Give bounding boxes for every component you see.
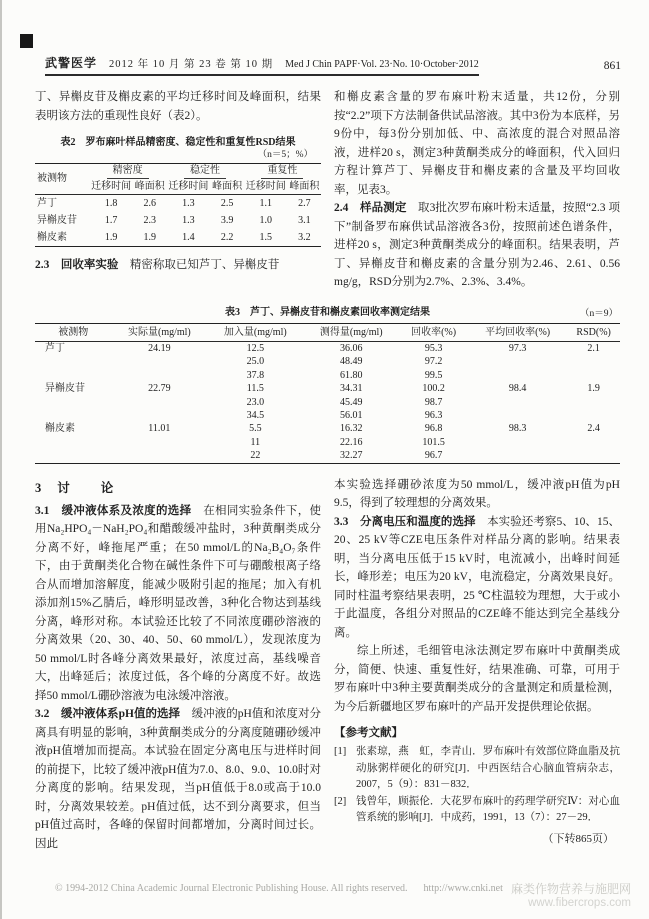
table-cell: 1.9 [104, 232, 118, 243]
table-row [35, 409, 620, 422]
table-cell: 1.5 [259, 232, 272, 243]
table2-subheader: 峰面积 [134, 181, 165, 192]
page-content [35, 88, 620, 853]
table-cell: 1.9 [587, 383, 600, 395]
table-cell: 16.32 [340, 423, 363, 435]
table-cell: 11.01 [148, 423, 171, 435]
table-row [35, 195, 321, 213]
bottom-left-column [35, 476, 321, 854]
continued-on-page-note: （下转865页） [542, 832, 614, 845]
table3-col-header: 平均回收率(%) [468, 324, 567, 342]
table-cell: 1.4 [182, 232, 195, 243]
table-cell: 96.7 [424, 450, 443, 462]
table-cell: 34.5 [246, 410, 265, 422]
table-cell: 37.8 [246, 369, 265, 381]
table-cell: 芦丁 [37, 198, 57, 209]
table-cell: 2.5 [220, 198, 234, 209]
scan-edge-artifact [0, 0, 2, 919]
table-cell: 101.5 [422, 436, 445, 448]
table-cell: 22.79 [148, 383, 171, 395]
journal-title-cn: 武警医学 [45, 56, 98, 70]
table3-body [35, 342, 620, 464]
table-cell: 23.0 [246, 396, 265, 408]
table-cell: 1.7 [104, 215, 118, 226]
paragraph-recovery-procedure: 和槲皮素含量的罗布麻叶粉末适量，共12份，分别按“2.2”项下方法制备供试品溶液。其中3份为本底样，另9份中，每3份分别加低、中、高浓度的混合对照品溶液，进样20 s，测定3种黄酮类成分的峰面积，代入回归方程计算芦丁、异槲皮苷和槲皮素的含量及平均回收率，见表3。 [334, 91, 620, 196]
table3-caption-block [35, 306, 620, 320]
reference-item-2 [334, 794, 620, 827]
table-cell [567, 436, 620, 449]
table-cell: 45.49 [340, 396, 363, 408]
table2-body [35, 195, 321, 247]
reference-text: 张素琼，燕 虹，李青山．罗布麻叶有效部位降血脂及抗动脉粥样硬化的研究[J]．中西医结合心脑血管病杂志，2007，5（9）：831－832． [356, 746, 620, 791]
table2-stub-header: 被测物 [37, 173, 67, 184]
table-cell: 32.27 [340, 450, 363, 462]
table3-col-header: 测得量(mg/ml) [303, 324, 399, 342]
section-2-4-heading: 2.4 样品测定 [334, 202, 407, 214]
section-2-3-heading: 2.3 回收率实验 [35, 259, 119, 271]
copyright-text: © 1994-2012 China Academic Journal Electronic Publishing House. All rights reserved. [55, 883, 408, 894]
table-cell: 异槲皮苷 [37, 215, 77, 226]
discussion-heading-number: 3 [35, 480, 44, 495]
table-cell: 36.06 [340, 343, 363, 354]
table-cell [111, 396, 207, 409]
table3-col-header: RSD(%) [567, 324, 620, 342]
table-cell: 3.9 [220, 215, 234, 226]
table-cell: 99.5 [424, 369, 443, 381]
table-row [35, 229, 321, 247]
section-3-3-voltage-temperature [334, 513, 620, 643]
table3-header-row [35, 324, 620, 342]
table-cell [468, 396, 567, 409]
table-row [35, 436, 620, 449]
section-3-3-heading: 3.3 分离电压和温度的选择 [334, 515, 476, 528]
watermark-site-url: www.fibercrops.com [528, 897, 631, 909]
section-3-1-heading: 3.1 缓冲液体系及浓度的选择 [35, 504, 192, 517]
table-cell: 22.16 [340, 436, 363, 448]
bottom-columns [35, 476, 620, 854]
table-cell [111, 449, 207, 463]
table-cell [468, 449, 567, 463]
cnki-url: http://www.cnki.net [423, 883, 503, 894]
table-cell: 48.49 [340, 356, 363, 368]
table-cell: 1.3 [182, 215, 195, 226]
section-3-2-ph-selection [35, 705, 321, 853]
table3-sample-note: （n＝9） [579, 309, 618, 319]
table-cell: 2.4 [587, 423, 600, 435]
table-cell: 22 [250, 450, 261, 462]
table-row [35, 422, 620, 435]
table2-subheader: 迁移时间 [245, 181, 286, 192]
table-cell: 61.80 [340, 369, 363, 381]
discussion-heading-title: 讨 论 [57, 480, 116, 495]
table2-subheader: 峰面积 [212, 181, 243, 192]
paragraph-reproducibility: 丁、异槲皮苷及槲皮素的平均迁移时间及峰面积，结果表明该方法的重现性良好（表2）。 [35, 91, 321, 122]
table-cell [111, 369, 207, 382]
table-cell: 5.5 [249, 423, 262, 435]
table2-header [35, 164, 321, 195]
table-cell: 25.0 [246, 356, 265, 368]
table-cell: 1.0 [259, 215, 272, 226]
table-row [35, 369, 620, 382]
reference-item-1 [334, 744, 620, 794]
table2-group-label: 重复性 [261, 165, 303, 179]
table-cell: 97.3 [508, 343, 527, 354]
table2-subheader: 峰面积 [289, 181, 320, 192]
site-watermark [511, 882, 631, 910]
table-cell: 100.2 [422, 383, 445, 395]
table-cell: 98.4 [508, 383, 527, 395]
section-3-2-text: 缓冲液的pH值和浓度对分离具有明显的影响，3种黄酮类成分的分离度随硼砂缓冲液pH值增加而提高。本试验在固定分离电压与进样时间的前提下，比较了缓冲液pH值为7.0、8.0、9.0、10.0时对分离度的影响。结果发现，当pH值低于8.0或高于10.0时，分离效果较差。pH值过低，达不到分离要求，但当pH值过高时，各峰的保留时间都增加，分离时间过长。因此 [35, 708, 321, 850]
table-row [35, 382, 620, 395]
top-right-column [334, 88, 620, 298]
table-cell: 98.7 [424, 396, 443, 408]
top-left-column [35, 88, 321, 298]
table-cell [35, 449, 111, 463]
table-cell [567, 409, 620, 422]
table3-col-header: 被测物 [35, 324, 111, 342]
table2-group-row [35, 164, 321, 181]
table-cell: 1.9 [143, 232, 156, 243]
table-cell: 12.5 [246, 343, 265, 354]
table-cell: 芦丁 [45, 343, 65, 354]
paragraph-summary: 综上所述，毛细管电泳法测定罗布麻叶中黄酮类成分，简便、快速、重复性好，结果准确、可靠，可用于罗布麻叶中3种主要黄酮类成分的含量测定和质量检测，为今后新疆地区罗布麻叶的产品开发提供理论依据。 [334, 645, 620, 713]
bottom-right-column [334, 476, 620, 854]
table3-header [35, 324, 620, 342]
table-cell: 3.1 [298, 215, 311, 226]
table-row [35, 342, 620, 356]
table2-caption: 表2 罗布麻叶样品精密度、稳定性和重复性RSD结果 [60, 137, 296, 148]
table-cell: 34.31 [340, 383, 363, 395]
table-cell [567, 369, 620, 382]
table-cell: 96.8 [424, 423, 443, 435]
section-3-1-buffer-system [35, 502, 321, 706]
table-row [35, 355, 620, 368]
table-cell: 1.3 [182, 198, 195, 209]
paragraph-ph-conclusion: 本实验选择硼砂浓度为50 mmol/L，缓冲液pH值为pH 9.5，得到了较理想的分离效果。 [334, 478, 620, 510]
table-cell: 1.1 [259, 198, 272, 209]
table-cell: 3.2 [298, 232, 311, 243]
table2-sample-note: （n＝5；%） [257, 150, 313, 160]
table-cell [567, 355, 620, 368]
table-cell [468, 355, 567, 368]
table-cell: 11.5 [246, 383, 264, 395]
table-cell: 11 [250, 436, 261, 448]
table2-group-repeatability [244, 164, 321, 181]
table-cell [111, 409, 207, 422]
reference-label: [1] [334, 746, 347, 758]
table3-col-header: 加入量(mg/ml) [207, 324, 303, 342]
scan-corner-mark [20, 34, 33, 48]
table-cell: 槲皮素 [45, 423, 75, 435]
table-cell [468, 436, 567, 449]
table-cell: 2.6 [143, 198, 156, 209]
top-columns [35, 88, 620, 298]
table3-col-header: 实际量(mg/ml) [111, 324, 207, 342]
table2-caption-block [35, 136, 321, 161]
section-3-1-text: 在相同实验条件下，使用Na₂HPO₄－NaH₂PO₄和醋酸缓冲盐时，3种黄酮类成分分离不好，峰拖尾严重；在50 mmol/L的Na₂B₄O₇条件下，由于黄酮类化合物在碱性条件下可与硼酸根离子络合从而增加溶解度，能减少吸附引起的拖尾；加入有机添加剂15%乙腈后，峰形明显改善，3种化合物达到基线分离，峰形对称。本试验还比较了不同浓度硼砂溶液的分离效果（20、30、40、50、60 mmol/L），发现浓度为50 mmol/L时各峰分离效果最好，浓度过高，基线噪音大，出峰延后；浓度过低，各个峰的分离度不好。故选择50 mmol/L硼砂溶液为电泳缓冲溶液。 [35, 504, 322, 702]
table-cell: 97.2 [424, 356, 443, 368]
section-2-4-sample-determination [334, 199, 620, 292]
section-3-3-text: 本实验还考察5、10、15、20、25 kV等CZE电压条件对样品分离的影响。结果表明，当分离电压低于15 kV时，电流减小，出峰时间延长，峰形差；电压为20 kV，电流稳定，分离效果良好。同时柱温考察结果表明，25 ℃柱温较为理想，大于或小于此温度，各组分对照品的CZE峰不能达到完全基线分离。 [334, 515, 620, 639]
table-cell [468, 369, 567, 382]
table-cell [468, 409, 567, 422]
discussion-heading [35, 478, 321, 496]
table-cell [35, 355, 111, 368]
journal-issue-info: 2012 年 10 月 第 23 卷 第 10 期 [109, 59, 274, 70]
table-cell [111, 436, 207, 449]
table-row [35, 449, 620, 463]
journal-masthead [45, 54, 479, 76]
page-header [45, 54, 621, 76]
table3-recovery-results [35, 323, 620, 464]
table-cell [111, 355, 207, 368]
table-cell [35, 436, 111, 449]
copyright-footer [55, 883, 503, 894]
section-2-4-text: 取3批次罗布麻叶粉末适量，按照“2.3 项下”制备罗布麻供试品溶液各3份，按照前述色谱条件，进样20 s，测定3种黄酮类成分的峰面积。结果表明，芦丁、异槲皮苷和槲皮素的含量分别为2.46、2.61、0.56 mg/g，RSD分别为2.7%、2.3%、3.4%。 [334, 202, 620, 288]
table-cell: 槲皮素 [37, 232, 67, 243]
table2-precision-stability-repeatability [35, 163, 321, 247]
table-cell: 24.19 [148, 343, 171, 354]
table-row [35, 212, 321, 229]
table-cell: 56.01 [340, 410, 363, 422]
section-2-3-recovery [35, 256, 321, 275]
table-cell [567, 396, 620, 409]
table-cell [35, 369, 111, 382]
journal-title-en: Med J Chin PAPF·Vol. 23·No. 10·October·2012 [285, 59, 479, 70]
table-cell: 2.7 [298, 198, 311, 209]
references-heading: 【参考文献】 [334, 727, 403, 740]
reference-label: [2] [334, 795, 347, 807]
table2-group-stability [166, 164, 243, 181]
section-3-2-heading: 3.2 缓冲液体系pH值的选择 [35, 708, 181, 721]
table3-block [35, 306, 620, 464]
table2-group-label: 精密度 [107, 165, 149, 179]
table-cell: 2.2 [220, 232, 234, 243]
table2-group-precision [89, 164, 166, 181]
watermark-site-name: 麻类作物营养与施肥网 [510, 882, 631, 896]
page-number: 861 [603, 60, 621, 72]
table-cell: 98.3 [508, 423, 527, 435]
table3-col-header: 回收率(%) [399, 324, 468, 342]
table3-caption: 表3 芦丁、异槲皮苷和槲皮素回收率测定结果 [225, 307, 430, 318]
table-cell: 95.3 [424, 343, 443, 354]
table-cell: 2.3 [143, 215, 156, 226]
table2-group-label: 稳定性 [184, 165, 226, 179]
reference-text: 钱曾年，顾振伦．大花罗布麻叶的药理学研究Ⅳ：对心血管系统的影响[J]．中成药，1991，13（7）：27－29． [356, 795, 620, 824]
section-2-3-text: 精密称取已知芦丁、异槲皮苷 [118, 259, 280, 271]
table-cell [567, 449, 620, 463]
table-row [35, 396, 620, 409]
table2-subheader: 迁移时间 [168, 181, 209, 192]
table-cell: 96.3 [424, 410, 443, 422]
table-cell [35, 409, 111, 422]
table2-subheader: 迁移时间 [91, 181, 132, 192]
table-cell: 1.8 [104, 198, 118, 209]
table-cell [35, 396, 111, 409]
table-cell: 异槲皮苷 [45, 383, 85, 395]
table-cell: 2.1 [587, 343, 600, 354]
